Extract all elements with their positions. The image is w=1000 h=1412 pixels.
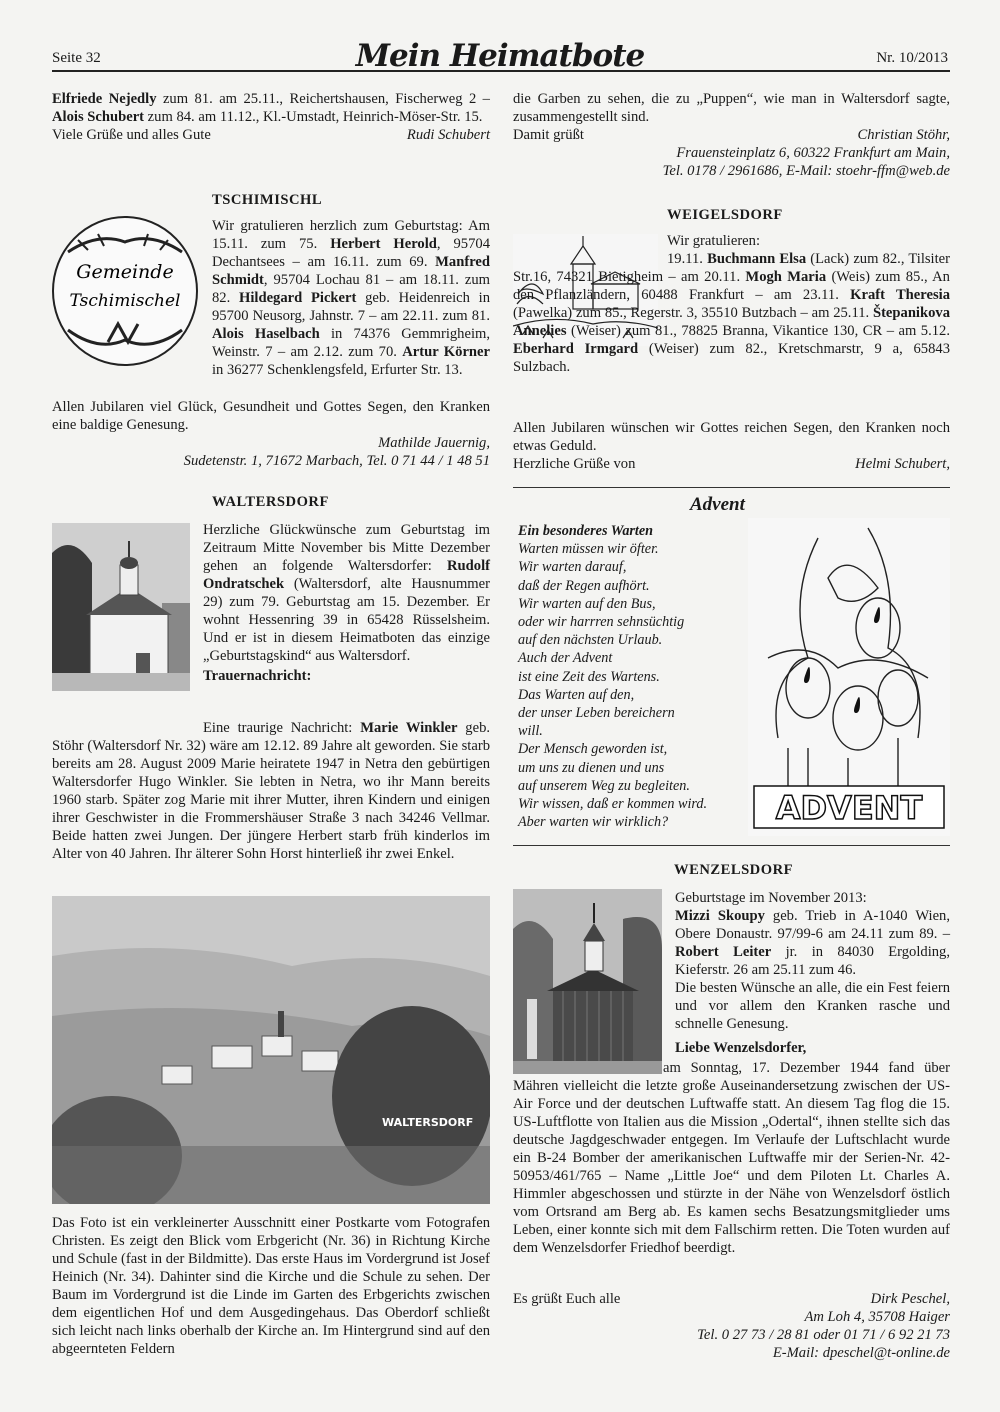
left-top-block (52, 90, 490, 144)
email: E-Mail: dpeschel@t-online.de (772, 1345, 950, 1361)
wishes: Allen Jubilaren viel Glück, Gesundheit und Gottes Segen, den Kranken eine baldige Genesung. (52, 399, 490, 433)
name: Kraft Theresia (850, 287, 950, 303)
name: Eberhard Irmgard (513, 341, 639, 357)
contact: Tel. 0 27 73 / 28 81 oder 01 71 / 6 92 21 73 (697, 1327, 950, 1343)
poem-line: um uns zu dienen und uns (518, 759, 665, 776)
advent-image-text: ADVENT (775, 789, 923, 827)
municipality-seal (48, 212, 202, 370)
address: Frauensteinplatz 6, 60322 Frankfurt am Main, (676, 145, 950, 161)
photo-label: WALTERSDORF (382, 1116, 474, 1129)
text: geb. Heidenreich in 95700 Neusorg, Jahnstr. 7 – am 22.11. zum 81. (212, 290, 490, 324)
poem-line: Auch der Advent (518, 650, 613, 667)
weigelsdorf-intro (667, 232, 950, 250)
advent-heading: Advent (690, 494, 745, 515)
greeting: Herzliche Grüße von (513, 456, 636, 472)
signer: Christian Stöhr, (857, 127, 950, 143)
poem-line: auf den nächsten Urlaub. (518, 632, 663, 649)
poem-line: auf unserem Weg zu begleiten. (518, 777, 690, 794)
signer: Dirk Peschel, (870, 1291, 950, 1307)
section-heading-wenzelsdorf: WENZELSDORF (674, 862, 794, 878)
text: Eine traurige Nachricht: (203, 720, 361, 736)
text: Geburtstage im November 2013: (675, 890, 867, 906)
address: Am Loh 4, 35708 Haiger (804, 1309, 950, 1325)
poem-line: daß der Regen aufhört. (518, 577, 650, 594)
name: Buchmann Elsa (707, 251, 807, 267)
subheading: Trauernachricht: (203, 668, 312, 684)
text: (Pawelka) zum 85., Regerstr. 3, 35510 Butzbach – am 25.11. (513, 305, 873, 321)
text: zum 81. am 25.11., Reichertshausen, Fischerweg 2 – (156, 91, 490, 107)
text: Die besten Wünsche an alle, die ein Fest feiern und vor allem den Kranken rasche und schnelle Genesung. (675, 980, 950, 1032)
text: in 36277 Schenklengsfeld, Erfurter Str. 13. (212, 362, 463, 378)
wenzelsdorf-closing (513, 1290, 950, 1362)
text: (Weiser) zum 81., 78825 Branna, Vikantice 130, CR – am 5.12. (566, 323, 950, 339)
wenzelsdorf-birthdays (675, 889, 950, 1057)
text: am Sonntag, 17. Dezember 1944 fand über Mähren vielleicht die letzte große Auseinandersetzung zwischen der US-Air Force und der deutschen Luftwaffe statt. An diesem Tag flog die 15. US-Luftflotte von Italien aus die Mission „Odertal“, ihnen stellte sich das deutsche Jagdgeschwader entgegen. Im Verlaufe der Luftschlacht wurde ein B-24 Bomber der amerikanischen Luftwaffe mir der Serien-Nr. 42-50953/461/765 – Name „Little Joe“ und dem Piloten Lt. Charles A. Himmler abgeschossen und stürzte in der Nähe von Wenzelsdorf östlich vom Ortsrand am Berg ab. Es kamen sechs Besatzungsmitglieder ums Leben, einer konnte sich mit dem Fallschirm retten. Die Toten wurden auf dem Wenzelsdorfer Friedhof beerdigt. (513, 1060, 950, 1256)
name: Marie Winkler (360, 720, 458, 736)
text: (Weis) zum 85., An den Pflanzländern, 60488 Frankfurt – am 23.11. (513, 269, 950, 303)
poem-line: Aber warten wir wirklich? (518, 814, 669, 831)
weigelsdorf-text (513, 250, 950, 376)
tschimischl-text (212, 217, 490, 379)
signer: Helmi Schubert, (855, 456, 950, 472)
text: (Weiser) zum 82., Kretschmarstr, 9 a, 65843 Sulzbach. (513, 341, 950, 375)
divider (513, 845, 950, 846)
poem-line: Das Warten auf den, (518, 686, 635, 703)
tschimischl-closing (52, 398, 490, 470)
weigelsdorf-closing (513, 419, 950, 473)
advent-candle-drawing (748, 518, 950, 836)
poem-line: Wir warten auf den Bus, (518, 595, 656, 612)
text: (Waltersdorf, alte Hausnummer 29) zum 79. Geburtstag am 15. Dezember. Er wohnt Hessenring 39 in 65428 Rüsselsheim. Und er ist in diesem Heimatboten das einzige „Geburtstagskind“ aus Waltersdorf. (203, 576, 490, 664)
text: , 95704 Dechantsees – am 16.11. zum 69. (212, 236, 490, 270)
subheading: Liebe Wenzelsdorfer, (675, 1040, 807, 1056)
waltersdorf-obituary (52, 719, 490, 863)
section-heading-weigelsdorf: WEIGELSDORF (667, 207, 783, 223)
name: Mizzi Skoupy (675, 908, 765, 924)
right-top-block (513, 90, 950, 180)
name: Elfriede Nejedly (52, 91, 157, 107)
name: Herbert Herold (330, 236, 437, 252)
waltersdorf-intro (203, 521, 490, 685)
greeting: Damit grüßt (513, 127, 584, 143)
poem-line: will. (518, 723, 543, 740)
greeting: Viele Grüße und alles Gute (52, 127, 211, 143)
seal-text-2: Tschimischel (69, 291, 181, 311)
text: (Lack) zum 82., Tilsiter Str.16, 74321 Bietigheim – am 20.11. (513, 251, 950, 285)
greeting: Es grüßt Euch alle (513, 1291, 621, 1307)
poem-line: ist eine Zeit des Wartens. (518, 668, 660, 685)
name: Hildegard Pickert (239, 290, 357, 306)
wooden-chapel-photo (513, 889, 662, 1074)
signer: Mathilde Jauernig, (378, 435, 490, 451)
text: geb. Trieb in A-1040 Wien, Obere Donaustr. 97/99-6 am 24.11 zum 89. – (675, 908, 951, 942)
name: Alois Haselbach (212, 326, 320, 342)
signer: Rudi Schubert (406, 127, 490, 143)
text: in 74376 Gemmrigheim, Weinstr. 7 – am 2.12. zum 70. (212, 326, 490, 360)
issue-number: Nr. 10/2013 (876, 50, 948, 66)
page-number: Seite 32 (52, 50, 101, 66)
text: Wir gratulieren herzlich zum Geburtstag: Am 15.11. zum 75. (212, 218, 490, 252)
contact: Tel. 0178 / 2961686, E-Mail: stoehr-ffm@web.de (662, 163, 950, 179)
name: Manfred Schmidt (212, 254, 490, 288)
advent-poem (518, 522, 748, 831)
poem-line: oder wir harrren sehnsüchtig (518, 614, 685, 631)
postcard-photo (52, 896, 490, 1204)
poem-line: Wir wissen, daß er kommen wird. (518, 796, 708, 813)
text: die Garben zu sehen, die zu „Puppen“, wie man in Waltersdorf sagte, zusammengestellt sind. (513, 91, 950, 125)
section-heading-tschimischl: TSCHIMISCHL (212, 192, 323, 208)
name: Artur Körner (402, 344, 490, 360)
text: 19.11. (667, 251, 708, 267)
poem-line: der unser Leben bereichern (518, 705, 675, 722)
name: Mogh Maria (745, 269, 827, 285)
header-rule (52, 70, 950, 72)
poem-line: Wir warten darauf, (518, 559, 627, 576)
address: Sudetenstr. 1, 71672 Marbach, Tel. 0 71 44 / 1 48 51 (183, 453, 490, 469)
masthead-title: Mein Heimatbote (355, 38, 645, 74)
name: Rudolf Ondratschek (203, 558, 490, 592)
text: zum 84. am 11.12., Kl.-Umstadt, Heinrich-Möser-Str. 15. (144, 109, 483, 125)
seal-text-1: Gemeinde (76, 261, 174, 283)
section-heading-waltersdorf: WALTERSDORF (212, 494, 329, 510)
text: jr. in 84030 Ergolding, Kieferstr. 26 am 25.11 zum 46. (675, 944, 950, 978)
name: Štepanikova Annelies (513, 305, 950, 339)
chapel-photo (52, 523, 190, 691)
text: , 95704 Lochau 81 – am 18.11. zum 82. (212, 272, 490, 306)
poem-line: Warten müssen wir öfter. (518, 541, 659, 558)
postcard-caption: Das Foto ist ein verkleinerter Ausschnitt einer Postkarte vom Fotografen Christen. Es zeigt den Blick vom Erbgericht (Nr. 36) in Richtung Kirche und Schule (fast in der Bildmitte). Das erste Haus im Vordergrund ist Josef Heinich (Nr. 34). Dahinter sind die Kirche und die Schule zu sehen. Der Baum im Vordergrund ist die Linde im Garten des Erbgerichts zwischen dem eigentlichen Hof und dem Ausgedingehaus. Das Oberdorf schließt sich leicht nach links oberhalb der Kirche an. Im Hintergrund sind auf den abgeernteten Feldern (52, 1215, 490, 1357)
divider (513, 487, 950, 488)
name: Alois Schubert (52, 109, 145, 125)
wishes: Allen Jubilaren wünschen wir Gottes reichen Segen, den Kranken noch etwas Geduld. (513, 420, 950, 454)
text: geb. Stöhr (Waltersdorf Nr. 32) wäre am 12.12. 89 Jahre alt geworden. Sie starb bereits am 28. August 2009 Marie heiratete 1947 in Netra den gebürtigen Waltersdorfer Hugo Winkler. Sie lebten in Netra, wo ihr Mann bereits 1960 starb. Später zog Marie mit ihrer Mutter, ihren Kindern und einigen ihrer Geschwister in die Frommershäuser Straße 3 nach 34246 Vellmar. Beide hatten zwei Jungen. Der jüngere Herbert starb früh kinderlos im Alter von 40 Jahren. Ihr älterer Sohn Horst hinterließ ihr zwei Enkel. (52, 720, 491, 862)
name: Robert Leiter (675, 944, 772, 960)
text: Wir gratulieren: (667, 233, 761, 249)
text: Herzliche Glückwünsche zum Geburtstag im Zeitraum Mitte November bis Mitte Dezember gehen an folgende Waltersdorfer: (203, 522, 490, 574)
wenzelsdorf-story (513, 1059, 950, 1257)
poem-title: Ein besonderes Warten (518, 523, 654, 539)
poem-line: Der Mensch geworden ist, (518, 741, 668, 758)
